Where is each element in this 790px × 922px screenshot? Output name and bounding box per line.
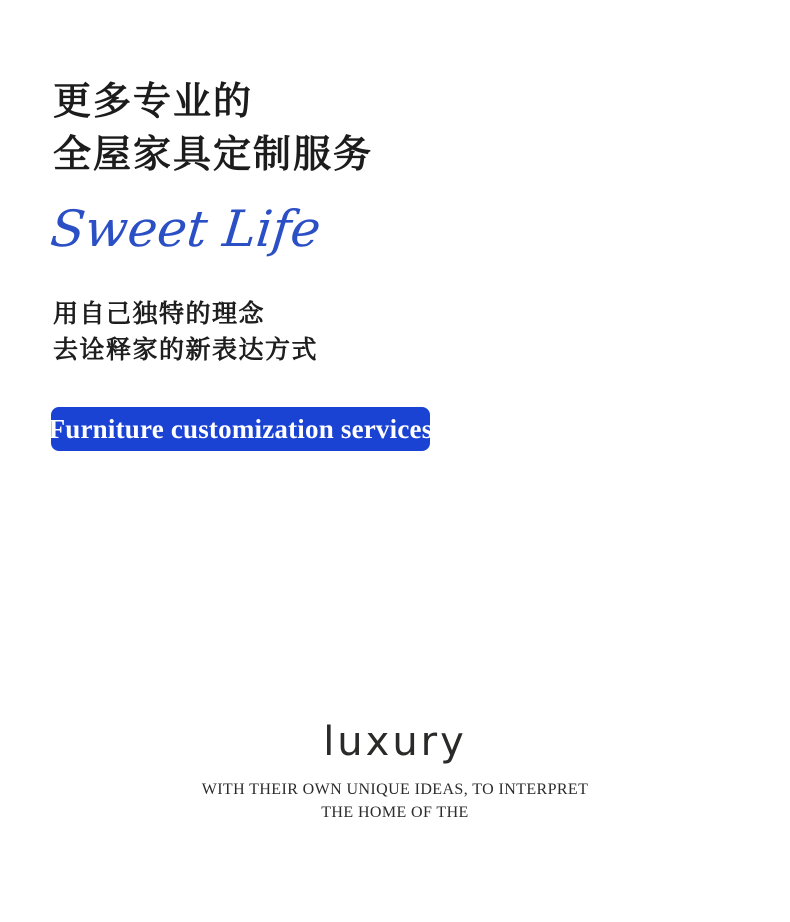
script-tagline: Sweet Life: [47, 200, 324, 258]
furniture-customization-button[interactable]: Furniture customization services: [51, 407, 430, 451]
page-title-line-1: 更多专业的: [53, 81, 254, 123]
page-title-line-2: 全屋家具定制服务: [53, 134, 374, 176]
luxury-logo: luxury: [323, 719, 467, 765]
body-text-line-1: 用自己独特的理念: [53, 301, 266, 328]
footer-tagline-line-1: WITH THEIR OWN UNIQUE IDEAS, TO INTERPRET: [201, 781, 589, 798]
body-text-line-2: 去诠释家的新表达方式: [53, 337, 319, 364]
footer-block: [0, 718, 790, 824]
footer-tagline-line-2: THE HOME OF THE: [321, 804, 469, 822]
